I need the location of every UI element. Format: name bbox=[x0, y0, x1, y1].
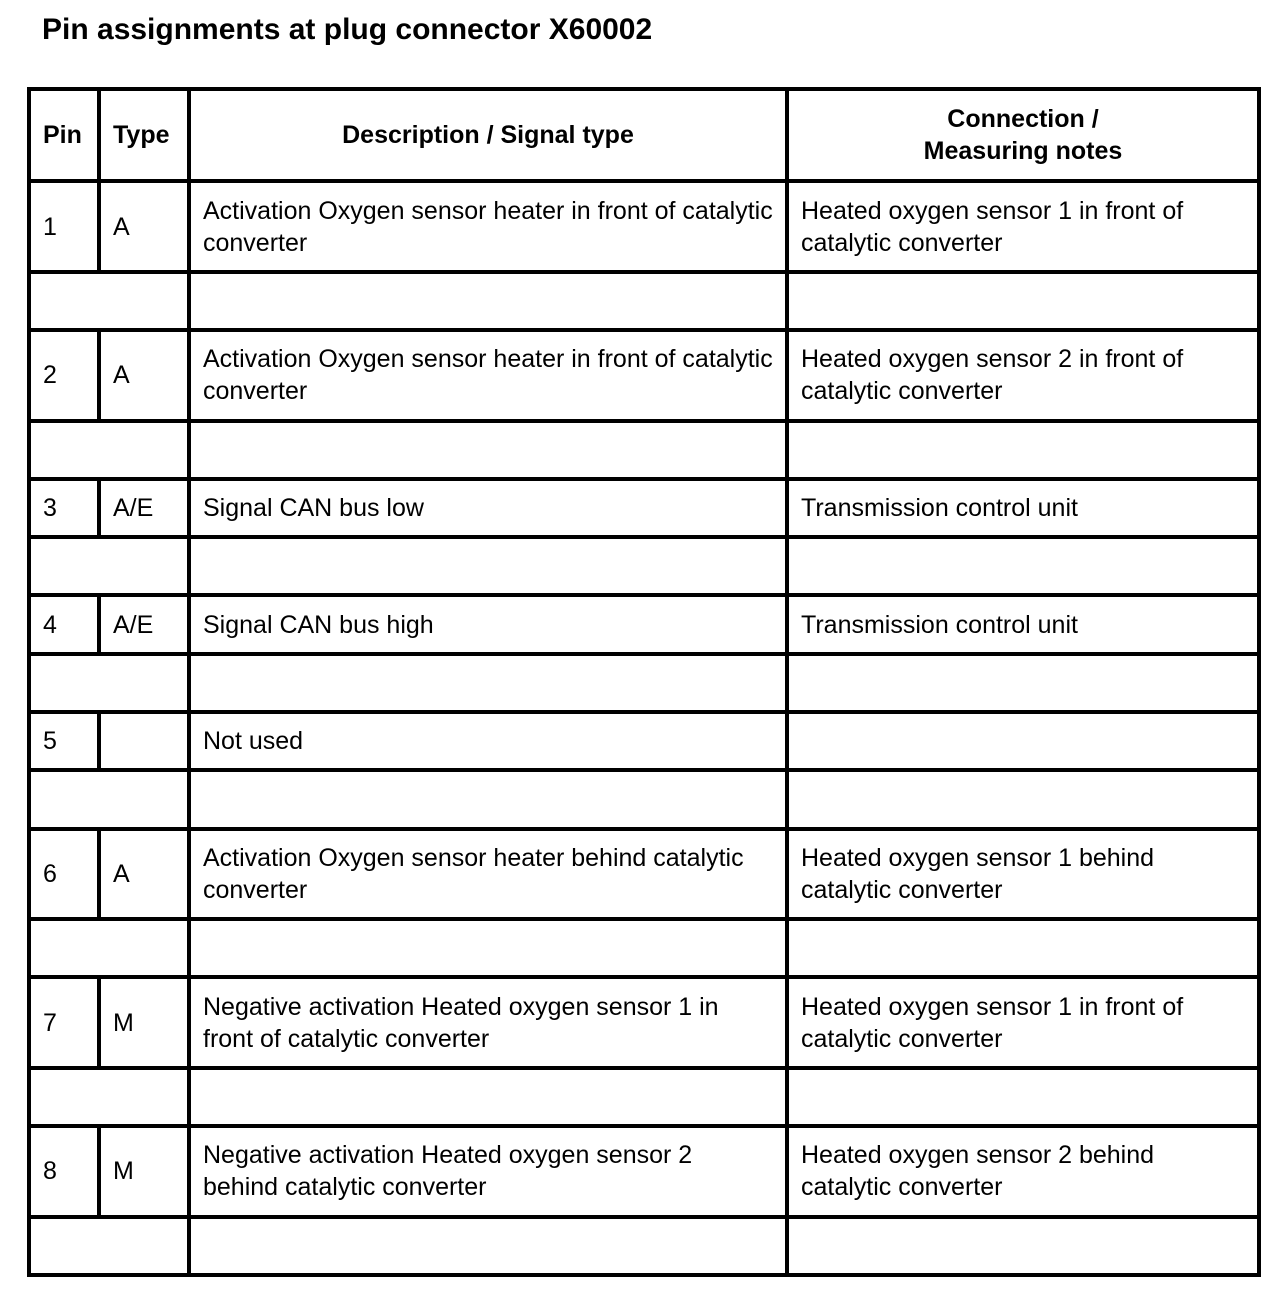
pin-cell: 2 bbox=[29, 330, 99, 420]
blank-cell bbox=[29, 421, 189, 479]
pin-cell: 8 bbox=[29, 1126, 99, 1216]
blank-cell bbox=[189, 654, 787, 712]
blank-cell bbox=[29, 537, 189, 595]
type-cell: A/E bbox=[99, 595, 189, 653]
spacer-row bbox=[29, 1217, 1259, 1275]
header-description: Description / Signal type bbox=[189, 89, 787, 181]
pin-cell: 4 bbox=[29, 595, 99, 653]
spacer-row bbox=[29, 537, 1259, 595]
connection-cell: Heated oxygen sensor 1 behind catalytic converter bbox=[787, 829, 1259, 919]
blank-cell bbox=[787, 654, 1259, 712]
blank-cell bbox=[189, 272, 787, 330]
blank-cell bbox=[29, 919, 189, 977]
description-cell: Activation Oxygen sensor heater behind catalytic converter bbox=[189, 829, 787, 919]
blank-cell bbox=[787, 272, 1259, 330]
header-pin: Pin bbox=[29, 89, 99, 181]
blank-cell bbox=[29, 770, 189, 828]
type-cell: A bbox=[99, 829, 189, 919]
blank-cell bbox=[787, 1068, 1259, 1126]
spacer-row bbox=[29, 1068, 1259, 1126]
spacer-row bbox=[29, 421, 1259, 479]
table-row bbox=[29, 330, 1259, 420]
pin-cell: 7 bbox=[29, 977, 99, 1067]
blank-cell bbox=[787, 421, 1259, 479]
blank-cell bbox=[189, 537, 787, 595]
type-cell: A bbox=[99, 181, 189, 271]
pin-cell: 6 bbox=[29, 829, 99, 919]
pin-cell: 5 bbox=[29, 712, 99, 770]
connection-cell bbox=[787, 712, 1259, 770]
blank-cell bbox=[787, 770, 1259, 828]
connection-cell: Transmission control unit bbox=[787, 479, 1259, 537]
type-cell: A/E bbox=[99, 479, 189, 537]
connection-cell: Heated oxygen sensor 2 behind catalytic converter bbox=[787, 1126, 1259, 1216]
connection-cell: Heated oxygen sensor 2 in front of catalytic converter bbox=[787, 330, 1259, 420]
table-row bbox=[29, 595, 1259, 653]
connection-cell: Heated oxygen sensor 1 in front of catalytic converter bbox=[787, 977, 1259, 1067]
table-row bbox=[29, 181, 1259, 271]
spacer-row bbox=[29, 654, 1259, 712]
spacer-row bbox=[29, 272, 1259, 330]
blank-cell bbox=[787, 919, 1259, 977]
table-row bbox=[29, 712, 1259, 770]
blank-cell bbox=[189, 770, 787, 828]
header-connection-line2: Measuring notes bbox=[923, 137, 1123, 166]
blank-cell bbox=[189, 421, 787, 479]
blank-cell bbox=[189, 1068, 787, 1126]
description-cell: Signal CAN bus high bbox=[189, 595, 787, 653]
blank-cell bbox=[787, 1217, 1259, 1275]
blank-cell bbox=[29, 1217, 189, 1275]
table-row bbox=[29, 829, 1259, 919]
header-connection-line1: Connection / bbox=[947, 105, 1099, 134]
pin-cell: 1 bbox=[29, 181, 99, 271]
table-row bbox=[29, 1126, 1259, 1216]
blank-cell bbox=[29, 654, 189, 712]
type-cell: M bbox=[99, 977, 189, 1067]
header-type: Type bbox=[99, 89, 189, 181]
blank-cell bbox=[189, 1217, 787, 1275]
description-cell: Activation Oxygen sensor heater in front of catalytic converter bbox=[189, 181, 787, 271]
blank-cell bbox=[29, 1068, 189, 1126]
pin-assignment-table bbox=[27, 87, 1261, 1277]
description-cell: Not used bbox=[189, 712, 787, 770]
description-cell: Signal CAN bus low bbox=[189, 479, 787, 537]
description-cell: Negative activation Heated oxygen sensor 2 behind catalytic converter bbox=[189, 1126, 787, 1216]
type-cell: M bbox=[99, 1126, 189, 1216]
type-cell: A bbox=[99, 330, 189, 420]
type-cell bbox=[99, 712, 189, 770]
page-title: Pin assignments at plug connector X60002 bbox=[42, 13, 653, 46]
header-connection bbox=[787, 89, 1259, 181]
blank-cell bbox=[787, 537, 1259, 595]
connection-cell: Transmission control unit bbox=[787, 595, 1259, 653]
description-cell: Negative activation Heated oxygen sensor 1 in front of catalytic converter bbox=[189, 977, 787, 1067]
spacer-row bbox=[29, 770, 1259, 828]
table-header-row bbox=[29, 89, 1259, 181]
pin-cell: 3 bbox=[29, 479, 99, 537]
table-row bbox=[29, 977, 1259, 1067]
blank-cell bbox=[189, 919, 787, 977]
table-row bbox=[29, 479, 1259, 537]
description-cell: Activation Oxygen sensor heater in front of catalytic converter bbox=[189, 330, 787, 420]
connection-cell: Heated oxygen sensor 1 in front of catalytic converter bbox=[787, 181, 1259, 271]
spacer-row bbox=[29, 919, 1259, 977]
blank-cell bbox=[29, 272, 189, 330]
